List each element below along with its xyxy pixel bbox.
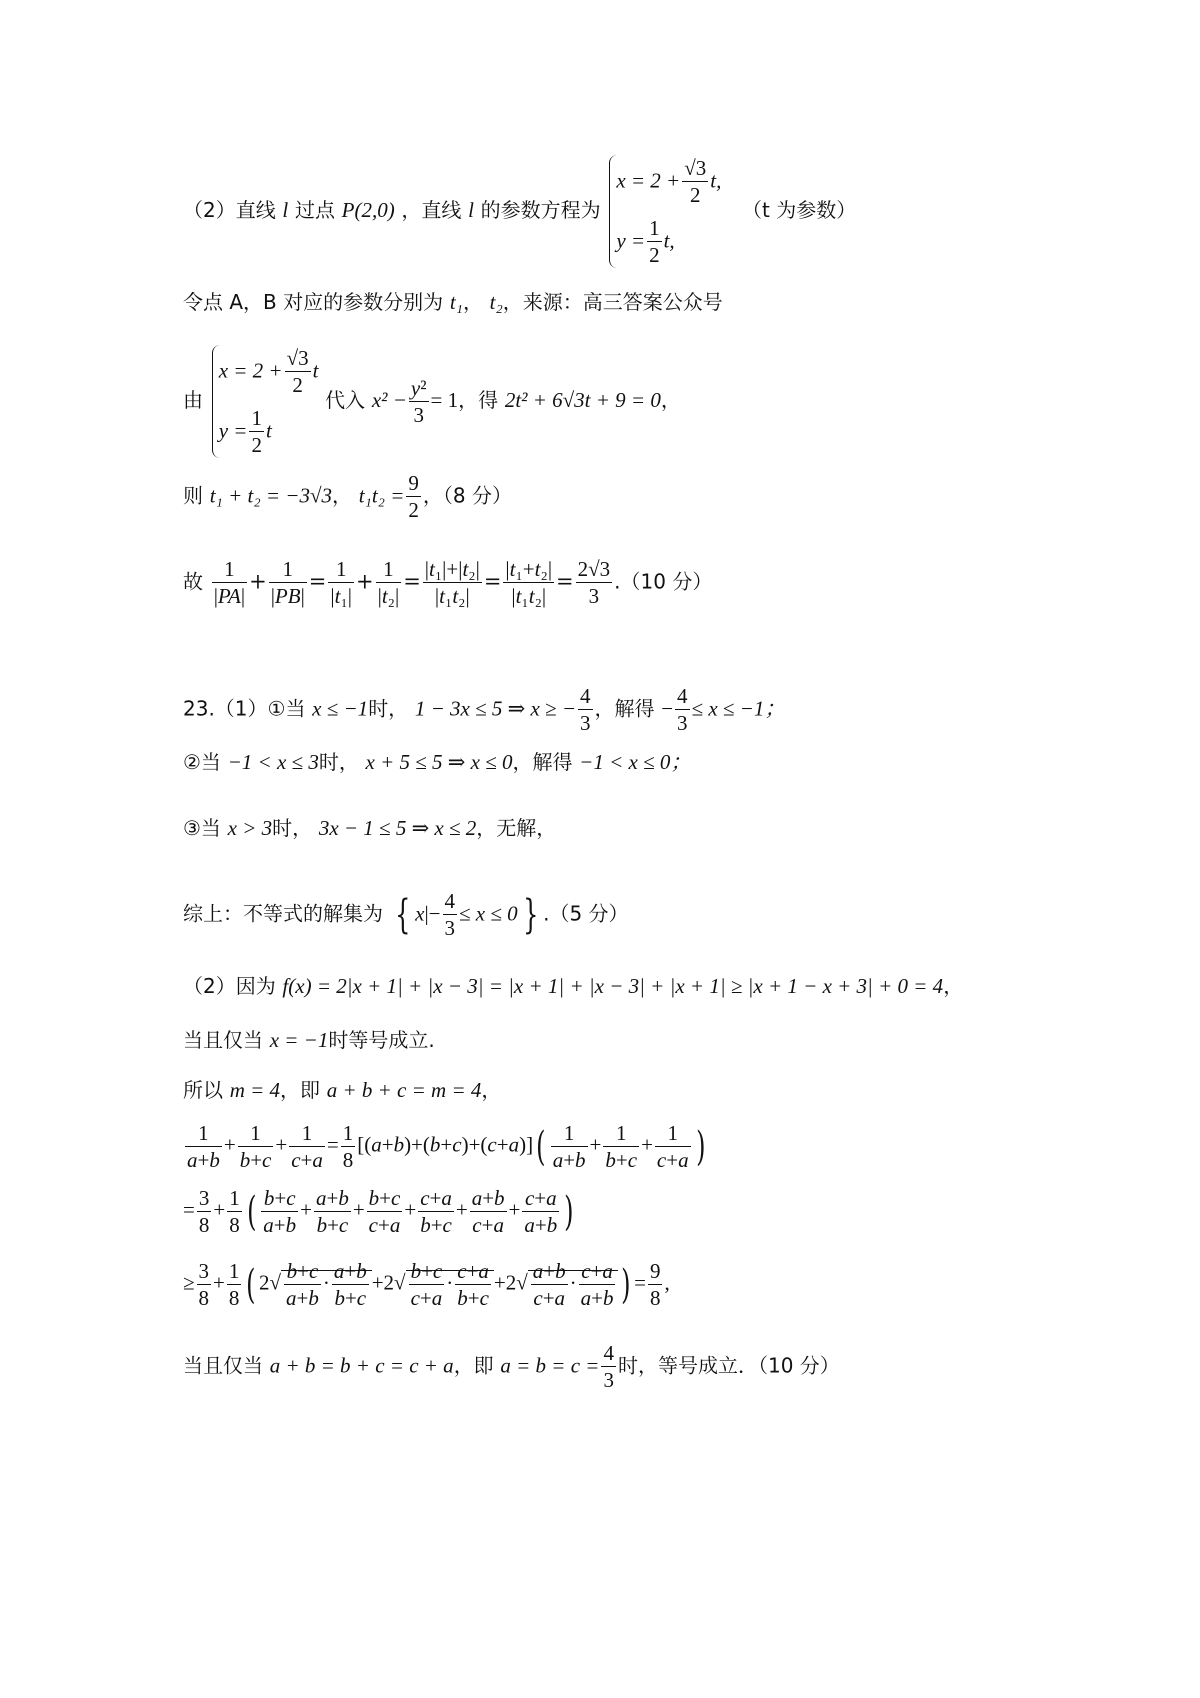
part2-line (183, 976, 963, 997)
text: 当且仅当 (183, 1028, 263, 1052)
text: 所以 (183, 1078, 223, 1102)
text: ， (332, 483, 352, 508)
summary-line: 综上：不等式的解集为 { x|− $\frac{4}{3}$ ≤ x ≤ 0 } .（5 分） (183, 889, 629, 941)
text: ，直线 (401, 198, 462, 222)
eq-y-t: t, (663, 227, 675, 252)
eq-y: y = (616, 227, 646, 252)
text: 当且仅当 (183, 1353, 263, 1378)
hyperbola-eq-end: = 1 (430, 388, 459, 412)
text: ，解得 (594, 696, 655, 721)
text: 则 (183, 483, 203, 508)
text: 由 (183, 388, 203, 412)
var-t1: t₁ (449, 290, 463, 314)
text: （2）因为 (183, 974, 276, 998)
result: ≤ x ≤ −1； (691, 696, 786, 721)
set-cond: ≤ x ≤ 0 (459, 901, 518, 926)
case-3-line (183, 818, 556, 839)
text: 代入 (325, 388, 366, 412)
text: （2）直线 (183, 198, 276, 222)
result: −1 < x ≤ 0； (579, 750, 692, 774)
cond: x = −1 (269, 1028, 329, 1052)
text: 时， (318, 750, 359, 774)
text: ，无解， (476, 816, 557, 840)
result-line: 故 $\frac{1}{|PA|}$ + $\frac{1}{|PB|}$ = $\frac{1}{\text{|t₁|}}$ + $\frac{1}{\text{|t₂|}}$ = $\frac{\text{|t₁|+|t₂|}}{\text{|t₁t₂|}}$ = $\frac{\text{|t₁+t₂|}}{\text{|t₁t₂|}}$ = $\frac{2√3}{3}$ .（10 分） (183, 557, 713, 609)
text: ③当 (183, 816, 221, 840)
quadratic-eq: 2t² + 6√3t + 9 = 0 (504, 388, 661, 412)
case-2-line (183, 752, 691, 773)
sum-eq: a + b + c = m = 4 (326, 1078, 482, 1102)
score-note: .（10 分） (614, 569, 713, 594)
eq-x: x = 2 + (616, 168, 681, 193)
m-value-line (183, 1080, 501, 1101)
question-number: 23.（1）①当 (183, 696, 306, 721)
ineq: x + 5 ≤ 5 ⇒ x ≤ 0 (365, 750, 513, 774)
hyperbola-eq: x² − (371, 388, 407, 412)
case-1-line: 23.（1）①当 x ≤ −1时， 1 − 3x ≤ 5 ⇒ x ≥ − $\frac{4}{3}$ ，解得 − $\frac{4}{3}$ ≤ x ≤ −1； (183, 684, 786, 736)
prod-roots: t₁t₂ = (358, 483, 405, 508)
m-eq: m = 4 (229, 1078, 281, 1102)
let-points-line (183, 292, 723, 313)
ineq: 3x − 1 ≤ 5 ⇒ x ≤ 2 (318, 816, 477, 840)
text: ， (660, 388, 681, 412)
cond: a + b = b + c = c + a (269, 1353, 454, 1378)
var-l: l (468, 198, 474, 222)
vieta-line: 则 t₁ + t₂ = −3√3， t₁t₂ = $\frac{9}{2}$ ，（8 分） (183, 471, 512, 523)
param-note: （t 为参数） (742, 198, 857, 222)
cauchy-line-1: $\frac{1}{a+b}$ + $\frac{1}{b+c}$ + $\frac{1}{c+a}$ = $\frac{1}{8}$ [(a+b)+(b+c)+(c+a)]( $\frac{1}{a+b}$ + $\frac{1}{b+c}$ + $\frac{1}{c+a}$ ) (187, 1121, 706, 1173)
var-l: l (282, 198, 289, 222)
text: ，得 (458, 388, 499, 412)
text: ， (462, 290, 483, 314)
equality-line (183, 1030, 435, 1051)
cond: x ≤ −1 (312, 696, 369, 721)
abs-inequality: f(x) = 2|x + 1| + |x − 3| = |x + 1| + |x − 3| + |x + 1| ≥ |x + 1 − x + 3| + 0 = 4 (282, 974, 944, 998)
score-note: ，（8 分） (422, 483, 512, 508)
text: 时， (272, 816, 313, 840)
substitution-line: 由 x = 2 + $\frac{√3}{2}$ t y = $\frac{1}{2}$ t 代入 x² − $\frac{\text{y²}}{3}$ = 1，得 2t² + 6√3t + 9 = 0， (183, 346, 681, 457)
text: 故 (183, 569, 203, 594)
eq-t: t (312, 358, 319, 383)
text: 时， (368, 696, 409, 721)
eq-y: y = (218, 417, 248, 442)
cond: −1 < x ≤ 3 (227, 750, 319, 774)
abc-eq: a = b = c = (500, 1353, 600, 1378)
point-p: P(2,0) (341, 198, 395, 222)
eq-t: t (265, 417, 272, 442)
score-note: 时，等号成立．（10 分） (617, 1353, 840, 1378)
text: 令点 A，B 对应的参数分别为 (183, 290, 444, 314)
text: ， (481, 1078, 502, 1102)
param-system-2: x = 2 + $\frac{√3}{2}$ t y = $\frac{1}{2}$ t (212, 345, 319, 458)
var-t2: t₂ (489, 290, 503, 314)
text: 时等号成立. (328, 1028, 435, 1052)
score-note: .（5 分） (543, 901, 629, 926)
ineq: 1 − 3x ≤ 5 ⇒ x ≥ − (414, 696, 577, 721)
text: ， (943, 974, 964, 998)
source-note: ，来源：高三答案公众号 (502, 290, 723, 314)
text: ，即 (453, 1353, 494, 1378)
text: 过点 (294, 198, 335, 222)
final-line: 当且仅当 a + b = b + c = c + a，即 a = b = c = $\frac{4}{3}$ 时，等号成立．（10 分） (183, 1341, 840, 1393)
set-var: x (415, 901, 425, 926)
cauchy-line-3: ≥ $\frac{3}{8}$ + $\frac{1}{8}$ ( 2√ $\frac{b+c}{a+b}$ · $\frac{a+b}{b+c}$ +2√ $\frac{b+c}{c+a}$ · $\frac{c+a}{b+c}$ +2√ $\frac{a+b}{c+a}$ · $\frac{c+a}{a+b}$ ) = $\frac{9}{8}$ , (183, 1259, 670, 1311)
text: ，解得 (512, 750, 573, 774)
text: 的参数方程为 (480, 198, 601, 222)
sum-roots: t₁ + t₂ = −3√3 (209, 483, 332, 508)
text: 综上：不等式的解集为 (183, 901, 383, 926)
cond: x > 3 (227, 816, 273, 840)
text: ②当 (183, 750, 221, 774)
text: ，即 (280, 1078, 321, 1102)
cauchy-line-2: = $\frac{3}{8}$ + $\frac{1}{8}$ ( $\frac{b+c}{a+b}$ + $\frac{a+b}{b+c}$ + $\frac{b+c}{c+a}$ + $\frac{c+a}{b+c}$ + $\frac{a+b}{c+a}$ + $\frac{c+a}{a+b}$ ) (183, 1186, 574, 1238)
eq-x: x = 2 + (218, 358, 283, 383)
param-equation-line (183, 155, 856, 268)
param-system: x = 2 + $\frac{√3}{2}$ t, y = $\frac{1}{2}$ t, (609, 155, 721, 268)
eq-x-t: t, (710, 168, 722, 193)
